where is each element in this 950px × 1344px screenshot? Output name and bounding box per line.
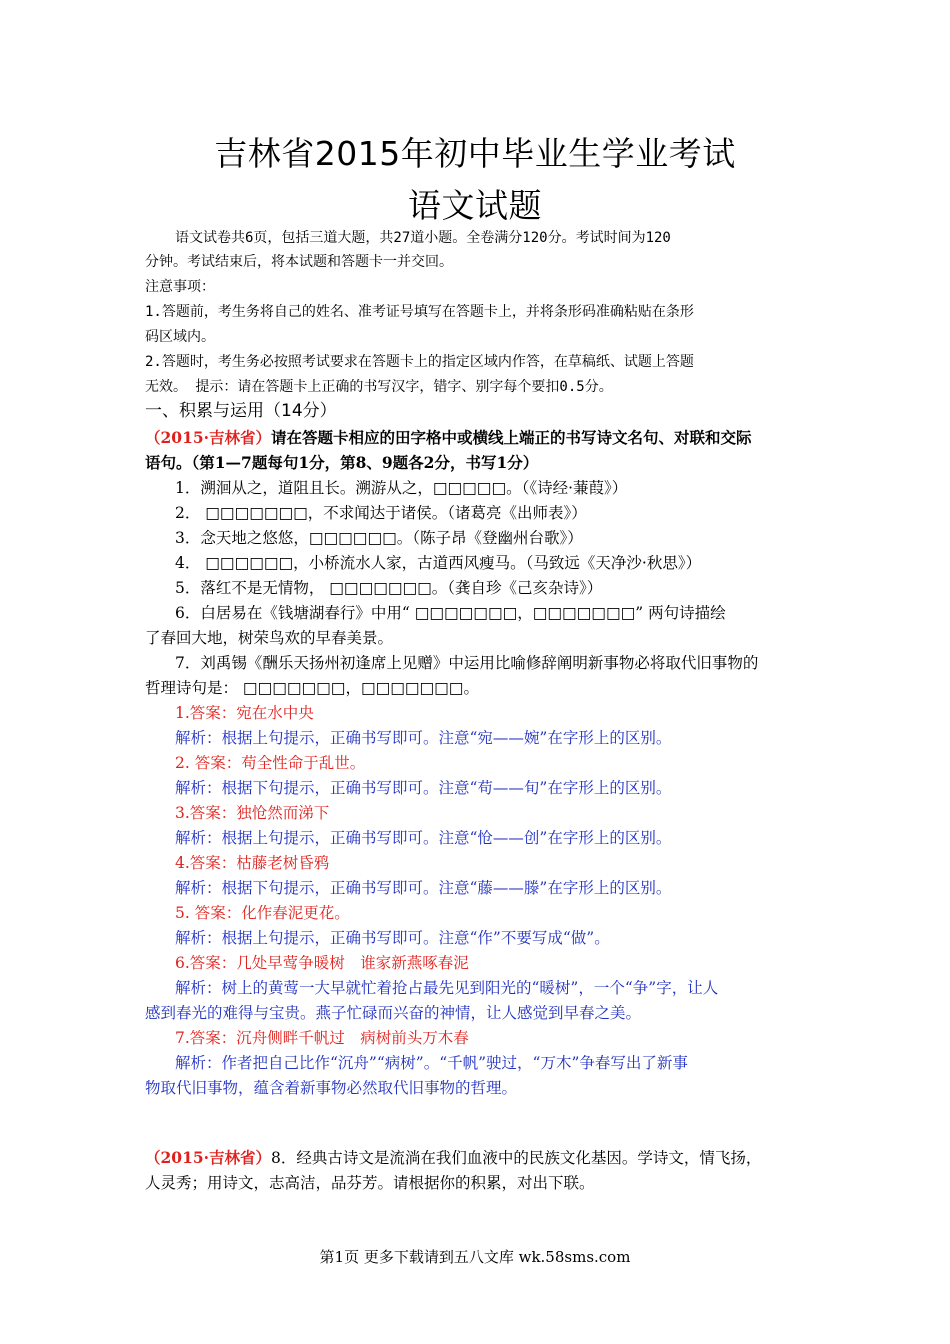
notice-item: 1.答题前，考生务将自己的姓名、准考证号填写在答题卡上，并将条形码准确粘贴在条形	[145, 304, 694, 320]
answer-line: 3.答案：独怆然而涕下	[175, 804, 330, 822]
instruction-line	[145, 428, 825, 448]
question-8-line: 人灵秀；用诗文，志高洁，品芬芳。请根据你的积累，对出下联。	[145, 1174, 595, 1192]
answer-line: 1.答案：宛在水中央	[175, 704, 314, 722]
notice-item: 2.答题时，考生务必按照考试要求在答题卡上的指定区域内作答，在草稿纸、试题上答题	[145, 354, 694, 370]
instruction-text: 请在答题卡相应的田字格中或横线上端正的书写诗文名句、对联和交际	[271, 428, 752, 447]
question-line: 7．刘禹锡《酬乐天扬州初逢席上见赠》中运用比喻修辞阐明新事物必将取代旧事物的	[175, 654, 759, 672]
analysis-line: 解析：作者把自己比作“沉舟”“病树”。“千帆”驶过，“万木”争春写出了新事	[175, 1054, 688, 1072]
intro-line: 语文试卷共6页，包括三道大题，共27道小题。全卷满分120分。考试时间为120	[175, 230, 671, 246]
intro-line: 分钟。考试结束后，将本试题和答题卡一并交回。	[145, 254, 453, 270]
answer-line: 4.答案：枯藤老树昏鸦	[175, 854, 330, 872]
exam-title: 吉林省2015年初中毕业生学业考试	[214, 134, 736, 173]
analysis-line: 解析：树上的黄莺一大早就忙着抢占最先见到阳光的“暖树”，一个“争”字，让人	[175, 979, 719, 997]
page-footer: 第1页 更多下载请到五八文库 wk.58sms.com	[319, 1248, 631, 1266]
question-line: 2． □□□□□□□，不求闻达于诸侯。（诸葛亮《出师表》）	[175, 504, 587, 522]
exam-subtitle: 语文试题	[408, 186, 542, 225]
answer-line: 7.答案：沉舟侧畔千帆过 病树前头万木春	[175, 1029, 469, 1047]
analysis-line: 解析：根据上句提示，正确书写即可。注意“怆——创”在字形上的区别。	[175, 829, 672, 847]
instruction-line: 语句。（第1—7题每句1分，第8、9题各2分，书写1分）	[145, 453, 539, 472]
answer-line: 5. 答案：化作春泥更花。	[175, 904, 350, 922]
question-line: 了春回大地，树荣鸟欢的早春美景。	[145, 629, 394, 647]
question-line: 5．落红不是无情物， □□□□□□□。（龚自珍《己亥杂诗》）	[175, 579, 603, 597]
notice-heading: 注意事项：	[145, 279, 215, 295]
question-line: 3．念天地之悠悠，□□□□□□。（陈子昂《登幽州台歌》）	[175, 529, 583, 547]
analysis-line: 解析：根据下句提示，正确书写即可。注意“藤——滕”在字形上的区别。	[175, 879, 672, 897]
answer-line: 6.答案：几处早莺争暖树 谁家新燕啄春泥	[175, 954, 469, 972]
section-heading: 一、积累与运用（14分）	[145, 401, 337, 421]
question-line: 6．白居易在《钱塘湖春行》中用“ □□□□□□□，□□□□□□□” 两句诗描绘	[175, 604, 726, 622]
analysis-line: 解析：根据下句提示，正确书写即可。注意“苟——旬”在字形上的区别。	[175, 779, 672, 797]
answer-line: 2. 答案：苟全性命于乱世。	[175, 754, 366, 772]
source-tag: （2015·吉林省）	[145, 1148, 272, 1167]
analysis-line: 感到春光的难得与宝贵。燕子忙碌而兴奋的神情，让人感觉到早春之美。	[145, 1004, 642, 1022]
notice-item: 码区域内。	[145, 329, 215, 345]
question-line: 哲理诗句是： □□□□□□□，□□□□□□□。	[145, 679, 479, 697]
analysis-line: 解析：根据上句提示，正确书写即可。注意“宛——婉”在字形上的区别。	[175, 729, 672, 747]
analysis-line: 解析：根据上句提示，正确书写即可。注意“作”不要写成“做”。	[175, 929, 610, 947]
question-line: 1．溯洄从之，道阻且长。溯游从之，□□□□□。（《诗经·蒹葭》）	[175, 479, 628, 497]
question-8-line	[145, 1148, 825, 1168]
analysis-line: 物取代旧事物，蕴含着新事物必然取代旧事物的哲理。	[145, 1079, 518, 1097]
notice-item: 无效。 提示：请在答题卡上正确的书写汉字，错字、别字每个要扣0.5分。	[145, 379, 613, 395]
source-tag: （2015·吉林省）	[145, 428, 272, 447]
question-8-text: 8．经典古诗文是流淌在我们血液中的民族文化基因。学诗文，情飞扬，	[271, 1149, 762, 1167]
question-line: 4． □□□□□□，小桥流水人家，古道西风瘦马。（马致远《天净沙·秋思》）	[175, 554, 702, 572]
